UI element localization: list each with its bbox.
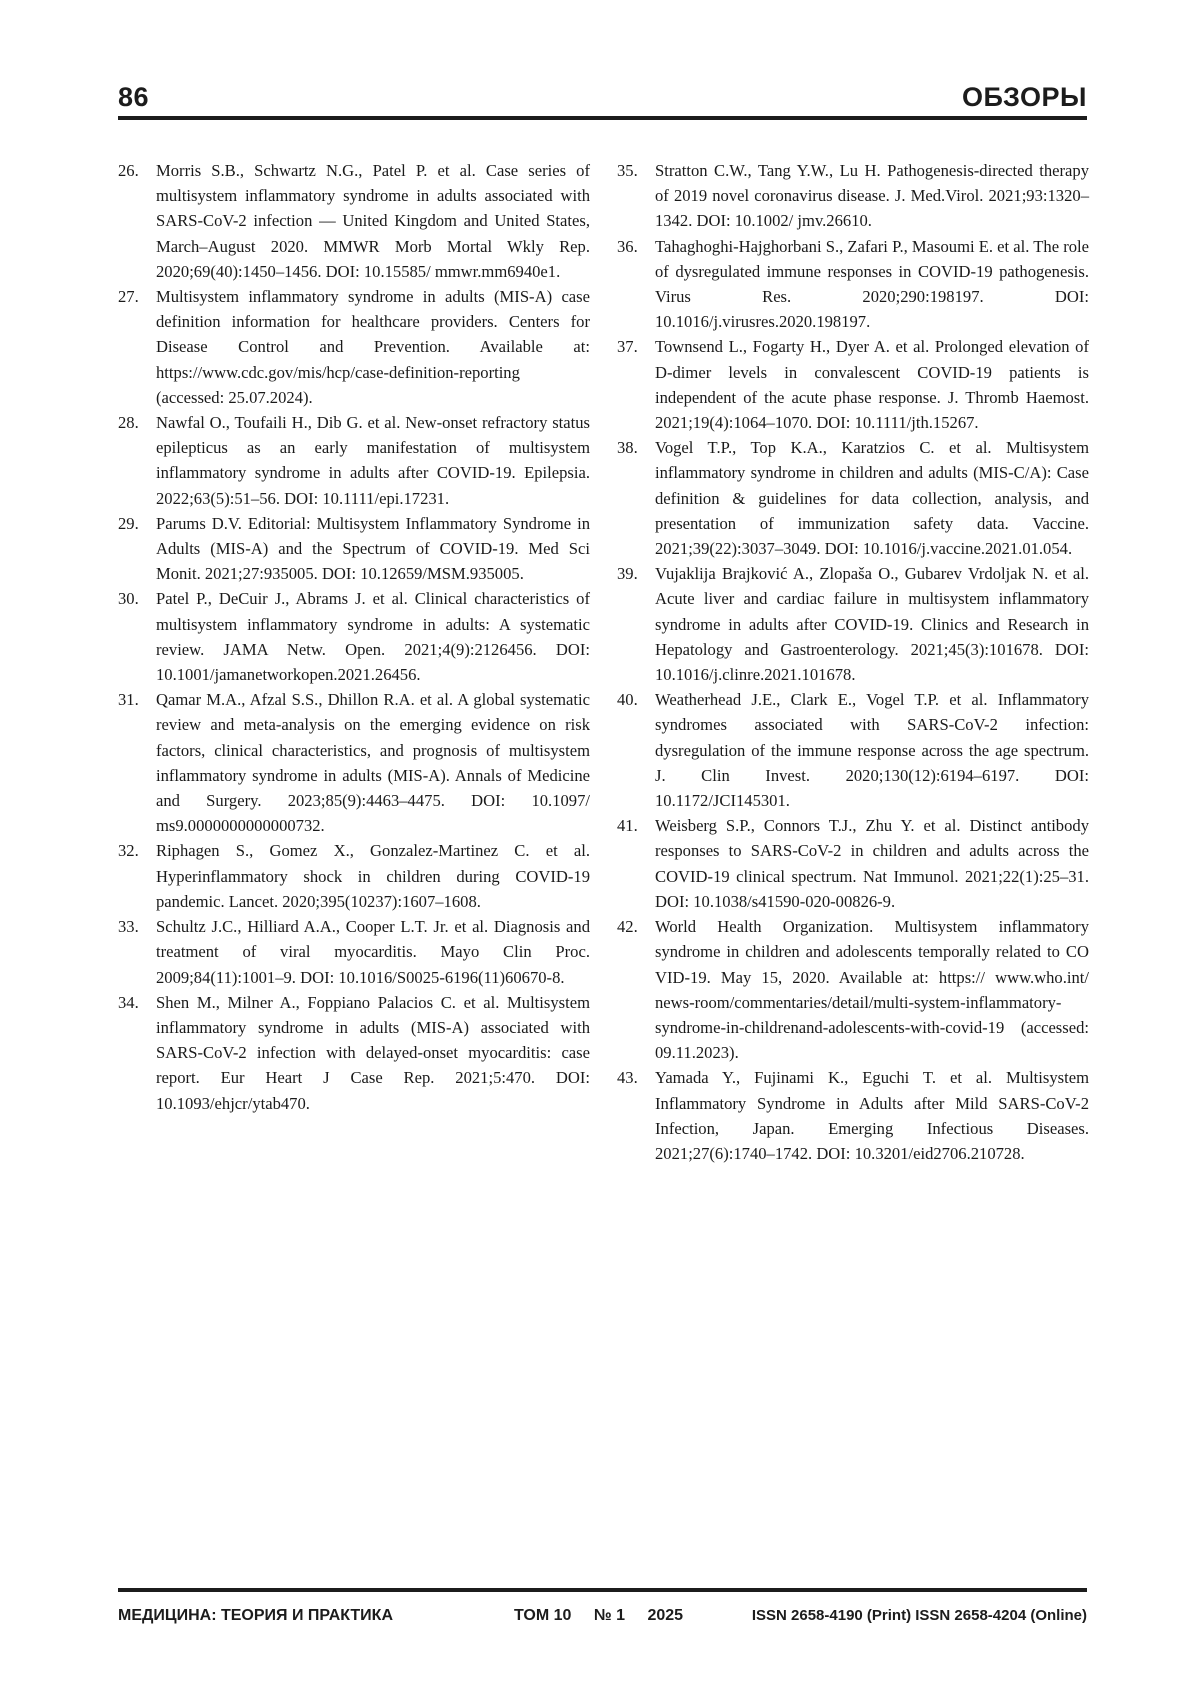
reference-number: 40. bbox=[617, 690, 638, 710]
references-left-column bbox=[118, 158, 590, 1116]
volume-label: ТОМ 10 bbox=[514, 1607, 572, 1624]
reference-number: 37. bbox=[617, 337, 638, 357]
reference-number: 27. bbox=[118, 287, 139, 307]
reference-text: Shen M., Milner A., Foppiano Palacios C. et al. Multisystem inflammatory syndrome in adults (MIS-A) associated with SARS-CoV-2 infection with delayed-onset myocarditis: case report. Eur Heart J Case Rep. 2021;5:470. DOI: 10.1093/ehjcr/ytab470. bbox=[156, 992, 590, 1113]
reference-number: 30. bbox=[118, 589, 139, 609]
reference-text: World Health Organization. Multisystem inflammatory syndrome in children and adolescents temporally related to CO VID-19. May 15, 2020. Available at: https:// www.who.int/ news-room/commentaries/detail/multi-system-inflammatory-syndrome-in-childrenand-adolescents-with-covid-19 (accessed: 09.11.2023). bbox=[655, 917, 1089, 1063]
reference-item bbox=[617, 561, 1089, 687]
reference-number: 28. bbox=[118, 413, 139, 433]
reference-number: 31. bbox=[118, 690, 139, 710]
reference-text: Weatherhead J.E., Clark E., Vogel T.P. et al. Inflammatory syndromes associated with SARS-CoV-2 infection: dysregulation of the immune response across the age spectrum. J. Clin Invest. 2020;130(12):6194–6197. DOI: 10.1172/JCI145301. bbox=[655, 690, 1089, 811]
reference-text: Vujaklija Brajković A., Zlopaša O., Gubarev Vrdoljak N. et al. Acute liver and cardiac failure in multisystem inflammatory syndrome in adults after COVID-19. Clinics and Research in Hepatology and Gastroenterology. 2021;45(3):101678. DOI: 10.1016/j.clinre.2021.101678. bbox=[655, 564, 1089, 685]
reference-item bbox=[617, 1065, 1089, 1166]
reference-number: 43. bbox=[617, 1068, 638, 1088]
reference-item bbox=[617, 687, 1089, 813]
reference-text: Qamar M.A., Afzal S.S., Dhillon R.A. et al. A global systematic review and meta-analysis on the emerging evidence on risk factors, clinical characteristics, and prognosis of multisystem inflammatory syndrome in adults (MIS-A). Annals of Medicine and Surgery. 2023;85(9):4463–4475. DOI: 10.1097/ ms9.0000000000000732. bbox=[156, 690, 590, 836]
reference-item bbox=[617, 914, 1089, 1065]
reference-item bbox=[118, 990, 590, 1116]
year-label: 2025 bbox=[647, 1607, 684, 1624]
reference-number: 36. bbox=[617, 236, 638, 256]
reference-text: Vogel T.P., Top K.A., Karatzios C. et al. Multisystem inflammatory syndrome in children and adults (MIS-C/A): Case definition & guidelines for data collection, analysis, and presentation of immunization safety data. Vaccine. 2021;39(22):3037–3049. DOI: 10.1016/j.vaccine.2021.01.054. bbox=[655, 438, 1089, 559]
journal-title: МЕДИЦИНА: ТЕОРИЯ И ПРАКТИКА bbox=[118, 1607, 393, 1624]
reference-item bbox=[118, 838, 590, 914]
number-label: № 1 bbox=[593, 1607, 626, 1624]
issn-label: ISSN 2658-4190 (Print) ISSN 2658-4204 (Online) bbox=[751, 1607, 1087, 1624]
reference-item bbox=[118, 687, 590, 838]
reference-number: 38. bbox=[617, 438, 638, 458]
reference-item bbox=[118, 410, 590, 511]
footer-rule bbox=[118, 1588, 1087, 1592]
reference-number: 29. bbox=[118, 513, 139, 533]
reference-number: 32. bbox=[118, 841, 139, 861]
reference-text: Multisystem inflammatory syndrome in adults (MIS-A) case definition information for healthcare providers. Centers for Disease Control and Prevention. Available at: https://www.cdc.gov/mis/hcp/case-definition-reporting (accessed: 25.07.2024). bbox=[156, 287, 590, 407]
reference-number: 35. bbox=[617, 161, 638, 180]
reference-text: Parums D.V. Editorial: Multisystem Inflammatory Syndrome in Adults (MIS-A) and the Spectrum of COVID-19. Med Sci Monit. 2021;27:935005. DOI: 10.12659/MSM.935005. bbox=[156, 513, 590, 584]
section-title: ОБЗОРЫ bbox=[961, 82, 1087, 112]
reference-number: 41. bbox=[617, 816, 638, 836]
reference-number: 34. bbox=[118, 992, 139, 1012]
reference-number: 26. bbox=[118, 161, 139, 180]
reference-item bbox=[617, 435, 1089, 561]
reference-number: 42. bbox=[617, 917, 638, 937]
reference-text: Yamada Y., Fujinami K., Eguchi T. et al. Multisystem Inflammatory Syndrome in Adults after Mild SARS-CoV-2 Infection, Japan. Emerging Infectious Diseases. 2021;27(6):1740–1742. DOI: 10.3201/eid2706.210728. bbox=[655, 1068, 1089, 1163]
reference-item bbox=[118, 586, 590, 687]
reference-item bbox=[617, 813, 1089, 914]
reference-text: Patel P., DeCuir J., Abrams J. et al. Clinical characteristics of multisystem inflammatory syndrome in adults: A systematic review. JAMA Netw. Open. 2021;4(9):2126456. DOI: 10.1001/jamanetworkopen.2021.26456. bbox=[156, 589, 590, 685]
reference-number: 33. bbox=[118, 917, 139, 937]
reference-item bbox=[118, 511, 590, 587]
reference-text: Tahaghoghi-Hajghorbani S., Zafari P., Masoumi E. et al. The role of dysregulated immune responses in COVID-19 pathogenesis. Virus Res. 2020;290:198197. DOI: 10.1016/j.virusres.2020.198197. bbox=[655, 236, 1090, 332]
reference-text: Nawfal O., Toufaili H., Dib G. et al. New-onset refractory status epilepticus as an early manifestation of multisystem inflammatory syndrome in adults after COVID-19. Epilepsia. 2022;63(5):51–56. DOI: 10.1111/epi.17231. bbox=[156, 413, 590, 508]
reference-item bbox=[118, 158, 590, 284]
page-header bbox=[118, 82, 1087, 112]
reference-text: Schultz J.C., Hilliard A.A., Cooper L.T. Jr. et al. Diagnosis and treatment of viral myocarditis. Mayo Clin Proc. 2009;84(11):1001–9. DOI: 10.1016/S0025-6196(11)60670-8. bbox=[156, 917, 590, 987]
reference-number: 39. bbox=[617, 564, 638, 584]
reference-text: Weisberg S.P., Connors T.J., Zhu Y. et al. Distinct antibody responses to SARS-CoV-2 in children and adults across the COVID-19 clinical spectrum. Nat Immunol. 2021;22(1):25–31. DOI: 10.1038/s41590-020-00826-9. bbox=[655, 816, 1089, 911]
reference-text: Riphagen S., Gomez X., Gonzalez-Martinez C. et al. Hyperinflammatory shock in children during COVID-19 pandemic. Lancet. 2020;395(10237):1607–1608. bbox=[156, 841, 590, 911]
reference-text: Townsend L., Fogarty H., Dyer A. et al. Prolonged elevation of D-dimer levels in convalescent COVID-19 patients is independent of the acute phase response. J. Thromb Haemost. 2021;19(4):1064–1070. DOI: 10.1111/jth.15267. bbox=[655, 337, 1089, 433]
references-right-column bbox=[617, 158, 1089, 1166]
reference-item bbox=[617, 334, 1089, 435]
reference-text: Morris S.B., Schwartz N.G., Patel P. et al. Case series of multisystem inflammatory syndrome in adults associated with SARS-CoV-2 infection — United Kingdom and United States, March–August 2020. MMWR Morb Mortal Wkly Rep. 2020;69(40):1450–1456. DOI: 10.15585/ mmwr.mm6940e1. bbox=[156, 161, 590, 281]
issue-info bbox=[514, 1604, 701, 1628]
reference-text: Stratton C.W., Tang Y.W., Lu H. Pathogenesis-directed therapy of 2019 novel coronavirus disease. J. Med.Virol. 2021;93:1320–1342. DOI: 10.1002/ jmv.26610. bbox=[655, 161, 1089, 231]
reference-item bbox=[118, 284, 590, 410]
page-footer bbox=[118, 1604, 1087, 1628]
reference-item bbox=[118, 914, 590, 990]
reference-item bbox=[617, 158, 1089, 234]
page-number: 86 bbox=[118, 82, 150, 112]
reference-item bbox=[617, 234, 1089, 335]
header-rule bbox=[118, 116, 1087, 120]
